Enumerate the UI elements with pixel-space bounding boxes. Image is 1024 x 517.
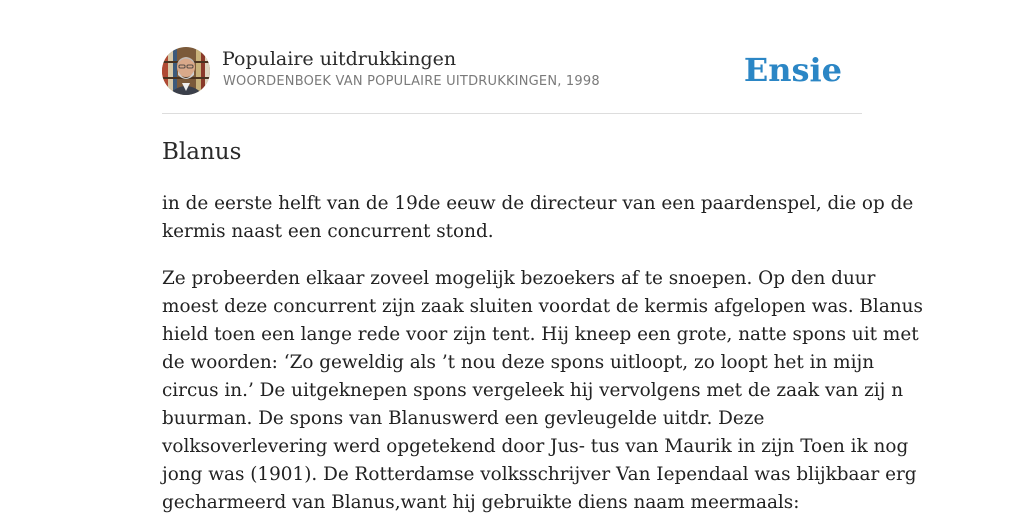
avatar[interactable] bbox=[162, 47, 210, 95]
author-portrait-icon bbox=[162, 47, 210, 95]
paragraph-line: hield toen een lange rede voor zijn tent. Hij kneep een grote, natte spons uit met bbox=[162, 324, 919, 345]
paragraph-line: buurman. De spons van Blanuswerd een gevleugelde uitdr. Deze bbox=[162, 408, 765, 429]
source-header bbox=[162, 47, 862, 95]
paragraph-line: gecharmeerd van Blanus,want hij gebruikte diens naam meermaals: bbox=[162, 492, 800, 513]
paragraph-line: Ze probeerden elkaar zoveel mogelijk bezoekers af te snoepen. Op den duur bbox=[162, 268, 876, 289]
definition-paragraph bbox=[162, 190, 914, 246]
entry-term: Blanus bbox=[162, 139, 242, 165]
header-divider bbox=[162, 113, 862, 114]
paragraph-line: volksoverlevering werd opgetekend door Jus- tus van Maurik in zijn Toen ik nog bbox=[162, 436, 909, 457]
paragraph-line: in de eerste helft van de 19de eeuw de directeur van een paardenspel, die op de bbox=[162, 193, 914, 214]
paragraph-line: moest deze concurrent zijn zaak sluiten voordat de kermis afgelopen was. Blanus bbox=[162, 296, 923, 317]
entry-page bbox=[162, 0, 923, 513]
brand-logo[interactable]: Ensie bbox=[743, 51, 842, 89]
paragraph-line: de woorden: ‘Zo geweldig als ’t nou deze spons uitloopt, zo loopt het in mijn bbox=[162, 352, 875, 373]
source-subtitle: WOORDENBOEK VAN POPULAIRE UITDRUKKINGEN, 1998 bbox=[223, 74, 600, 89]
paragraph-line: circus in.’ De uitgeknepen spons vergeleek hij vervolgens met de zaak van zij n bbox=[162, 380, 904, 401]
paragraph-line: jong was (1901). De Rotterdamse volksschrijver Van Iependaal was blijkbaar erg bbox=[162, 464, 917, 485]
explanation-paragraph bbox=[162, 265, 923, 517]
paragraph-line: kermis naast een concurrent stond. bbox=[162, 221, 494, 242]
source-name[interactable]: Populaire uitdrukkingen bbox=[222, 48, 457, 70]
